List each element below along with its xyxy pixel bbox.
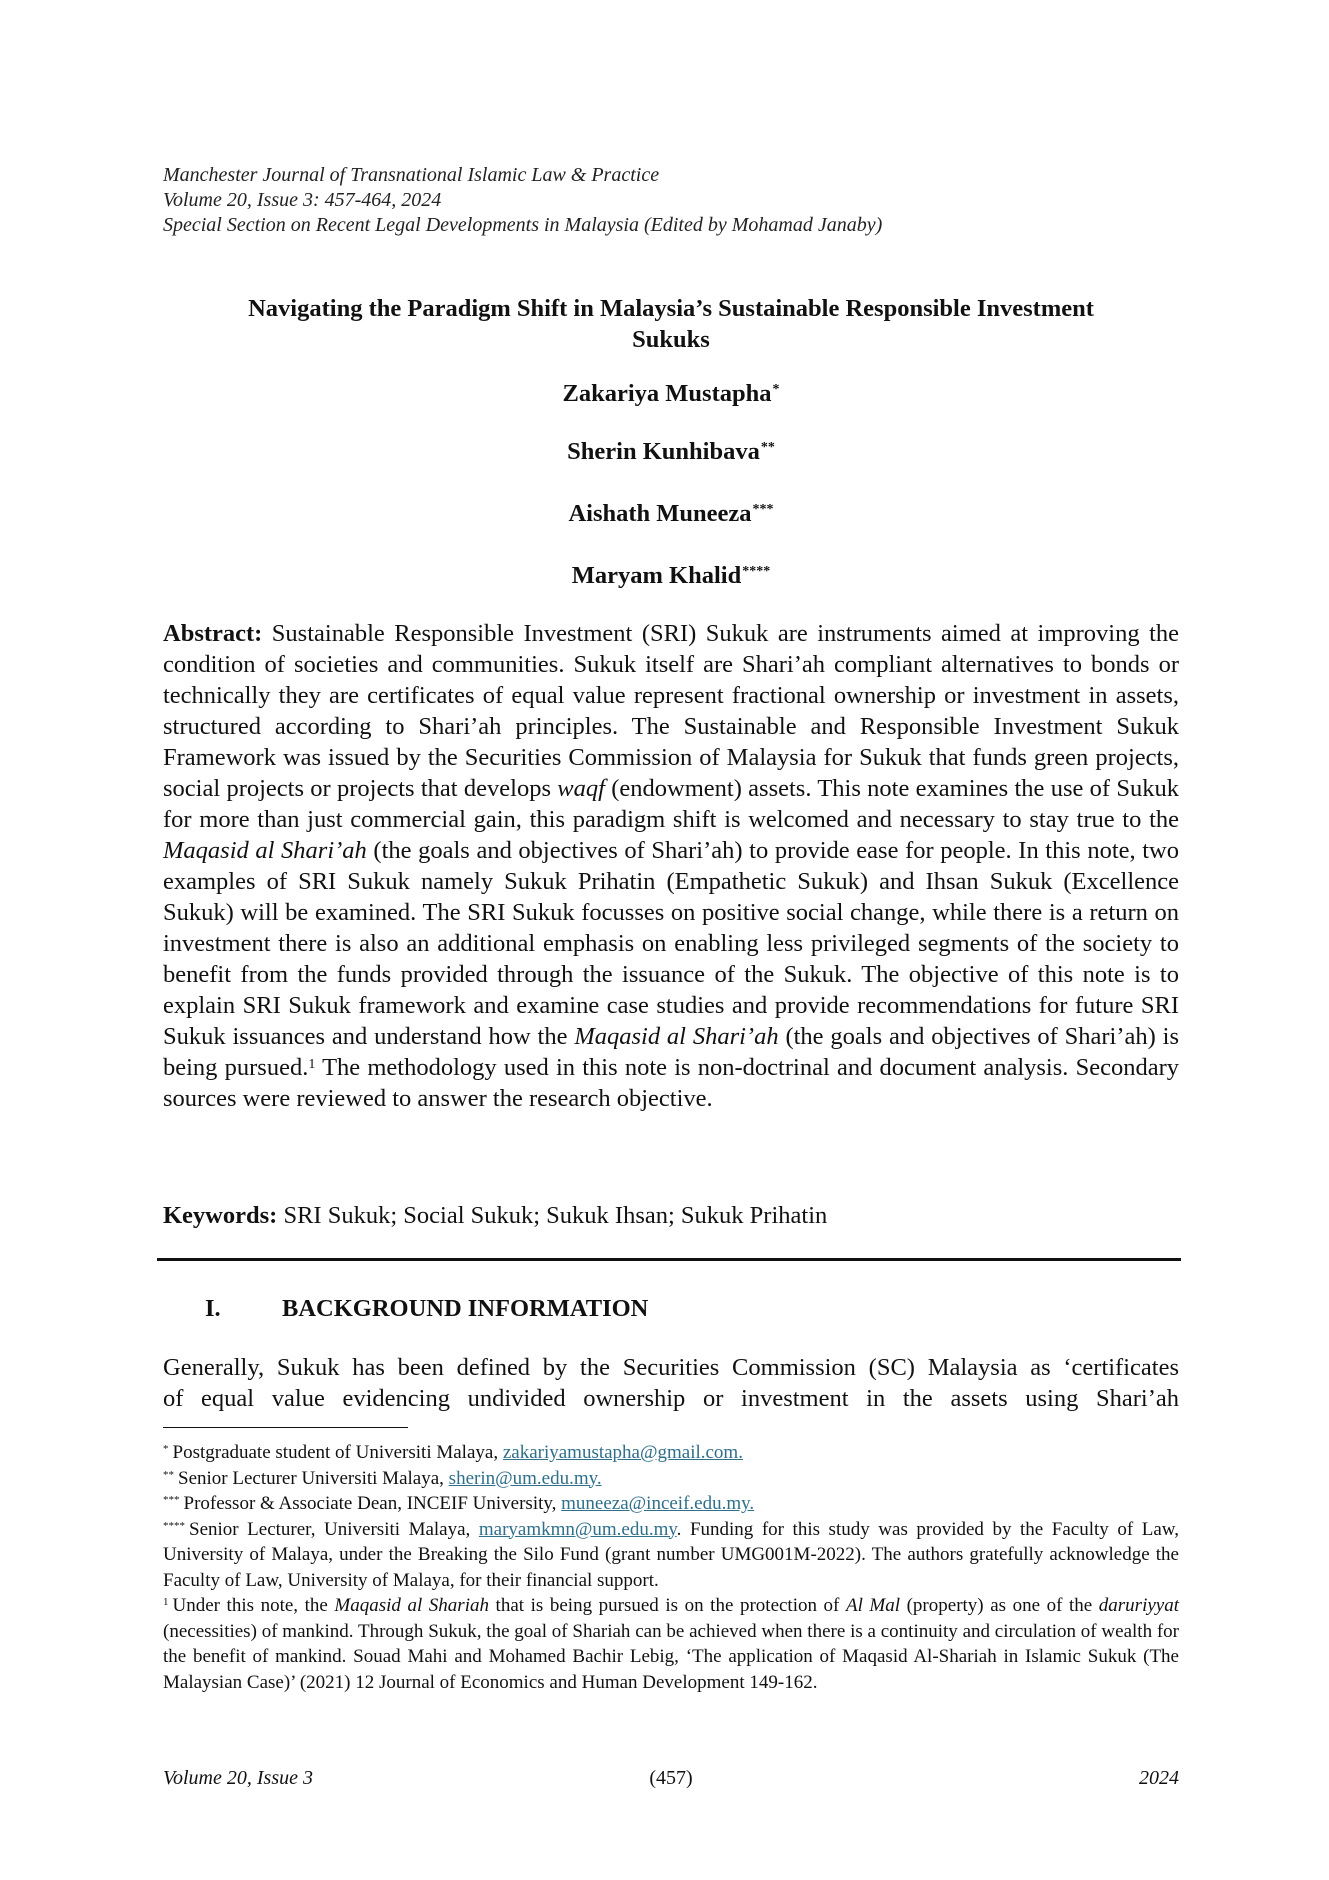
footnote-mark: *: [163, 1443, 169, 1455]
footnote-mark: ***: [163, 1494, 180, 1506]
footer-volume: Volume 20, Issue 3: [163, 1767, 313, 1789]
body-paragraph: [163, 1352, 1179, 1414]
footnotes: [163, 1440, 1179, 1695]
footnote-text: Senior Lecturer Universiti Malaya,: [178, 1467, 449, 1489]
footer-year: 2024: [1139, 1767, 1179, 1789]
footnote-2: [163, 1466, 1179, 1492]
abstract-text: Sustainable Responsible Investment (SRI) Sukuk are instruments aimed at improving the condition of societies and communities. Sukuk itself are Shari’ah compliant alternatives to bonds or technically they are certificates of equal value represent fractional ownership or investment in assets, structured according to Shari’ah principles. The Sustainable and Responsible Investment Sukuk Framework was issued by the Securities Commission of Malaysia for Sukuk that funds green projects, social projects or projects that develops: [163, 620, 1179, 802]
abstract-italic-term: Maqasid al Shari’ah: [574, 1023, 779, 1050]
section-divider: [157, 1258, 1181, 1261]
author-name: Aishath Muneeza: [568, 500, 752, 527]
abstract-text: (the goals and objectives of Shari’ah) is being pursued.: [163, 1023, 1180, 1081]
author-name: Zakariya Mustapha: [562, 380, 772, 407]
title-line-2: Sukuks: [632, 326, 710, 353]
abstract-text: The methodology used in this note is non-doctrinal and document analysis. Secondary sources were reviewed to answer the research objective.: [163, 1054, 1180, 1112]
footnote-divider: [163, 1427, 408, 1428]
email-link[interactable]: zakariyamustapha@gmail.com.: [502, 1442, 743, 1463]
footnote-text: Professor & Associate Dean, INCEIF University,: [183, 1493, 562, 1514]
footnote-italic: daruriyyat: [1098, 1595, 1179, 1616]
author-footnote-mark: *: [772, 382, 780, 397]
email-link[interactable]: sherin@um.edu.my.: [448, 1467, 602, 1489]
footnote-5: [163, 1593, 1179, 1695]
footnote-text: Under this note, the: [172, 1595, 335, 1616]
keywords-text: SRI Sukuk; Social Sukuk; Sukuk Ihsan; Sukuk Prihatin: [277, 1202, 828, 1229]
footnote-ref-link[interactable]: 1: [308, 1057, 316, 1072]
paper-page: [163, 0, 1179, 1880]
section-number: I.: [205, 1295, 221, 1322]
author-footnote-mark: ***: [752, 502, 774, 517]
abstract-text: (the goals and objectives of Shari’ah) to provide ease for people. In this note, two examples of SRI Sukuk namely Sukuk Prihatin (Empathetic Sukuk) and Ihsan Sukuk (Excellence Sukuk) will be examined. The SRI Sukuk focusses on positive social change, while there is a return on investment there is also an additional emphasis on enabling less privileged segments of the society to benefit from the funds provided through the issuance of the Sukuk. The objective of this note is to explain SRI Sukuk framework and examine case studies and provide recommendations for future SRI Sukuk issuances and understand how the: [163, 837, 1179, 1050]
abstract-italic-term: Maqasid al Shari’ah: [163, 837, 367, 864]
footer-page-number: (457): [649, 1767, 693, 1789]
author-footnote-mark: ****: [742, 564, 771, 579]
journal-issue: Volume 20, Issue 3: 457-464, 2024: [163, 189, 442, 211]
footnote-4: [163, 1517, 1179, 1594]
abstract: [163, 618, 1179, 1114]
paper-title: [163, 293, 1179, 355]
footnote-mark: ****: [163, 1519, 185, 1532]
footnote-text: (necessities) of mankind. Through Sukuk, the goal of Shariah can be achieved when there is a continuity and circulation of wealth for the benefit of mankind. Souad Mahi and Mohamed Bachir Lebig, ‘The application of Maqasid Al-Shariah in Islamic Sukuk (The Malaysian Case)’ (2021) 12 Journal of Economics and Human Development 149-162.: [163, 1620, 1179, 1693]
journal-name: Manchester Journal of Transnational Islamic Law & Practice: [163, 164, 660, 186]
body-line: of equal value evidencing undivided ownership or investment in the assets using Shari’ah: [163, 1385, 1179, 1412]
keywords-label: Keywords:: [163, 1202, 278, 1229]
journal-header: [163, 163, 882, 238]
footnote-mark: 1: [163, 1596, 169, 1608]
abstract-italic-term: waqf: [557, 775, 605, 802]
email-link[interactable]: muneeza@inceif.edu.my.: [561, 1493, 755, 1514]
section-title: BACKGROUND INFORMATION: [282, 1295, 649, 1322]
footnote-italic: Al Mal: [845, 1595, 901, 1616]
footnote-text: (property) as one of the: [900, 1595, 1099, 1616]
author-1: [163, 379, 1179, 409]
keywords: [163, 1200, 1179, 1231]
title-line-1: Navigating the Paradigm Shift in Malaysia’s Sustainable Responsible Investment: [248, 295, 1094, 322]
footnote-3: [163, 1491, 1179, 1517]
footnote-text: that is being pursued is on the protection of: [488, 1595, 846, 1616]
footnote-text: . Funding for this study was provided by the Faculty of Law, University of Malaya, under the Breaking the Silo Fund (grant number UMG001M-2022). The authors gratefully acknowledge the Faculty of Law, University of Malaya, for their financial support.: [163, 1518, 1179, 1591]
section-heading: [205, 1294, 648, 1324]
body-line: Generally, Sukuk has been defined by the Securities Commission (SC) Malaysia as ‘certificates: [163, 1354, 1179, 1381]
footnote-1: [163, 1440, 1179, 1466]
journal-section: Special Section on Recent Legal Developments in Malaysia (Edited by Mohamad Janaby): [163, 214, 883, 236]
footnote-text: Senior Lecturer, Universiti Malaya,: [189, 1518, 479, 1540]
author-4: [163, 561, 1179, 591]
author-2: [163, 437, 1179, 467]
author-footnote-mark: **: [760, 440, 775, 455]
footnote-italic: Maqasid al Shariah: [334, 1595, 489, 1616]
author-name: Sherin Kunhibava: [567, 438, 760, 465]
abstract-label: Abstract:: [163, 620, 263, 647]
footnote-text: Postgraduate student of Universiti Malaya,: [172, 1442, 503, 1463]
footnote-mark: **: [163, 1468, 174, 1481]
author-3: [163, 499, 1179, 529]
email-link[interactable]: maryamkmn@um.edu.my: [478, 1518, 677, 1540]
author-name: Maryam Khalid: [571, 562, 742, 589]
abstract-text: (endowment) assets. This note examines the use of Sukuk for more than just commercial gain, this paradigm shift is welcomed and necessary to stay true to the: [163, 775, 1179, 833]
